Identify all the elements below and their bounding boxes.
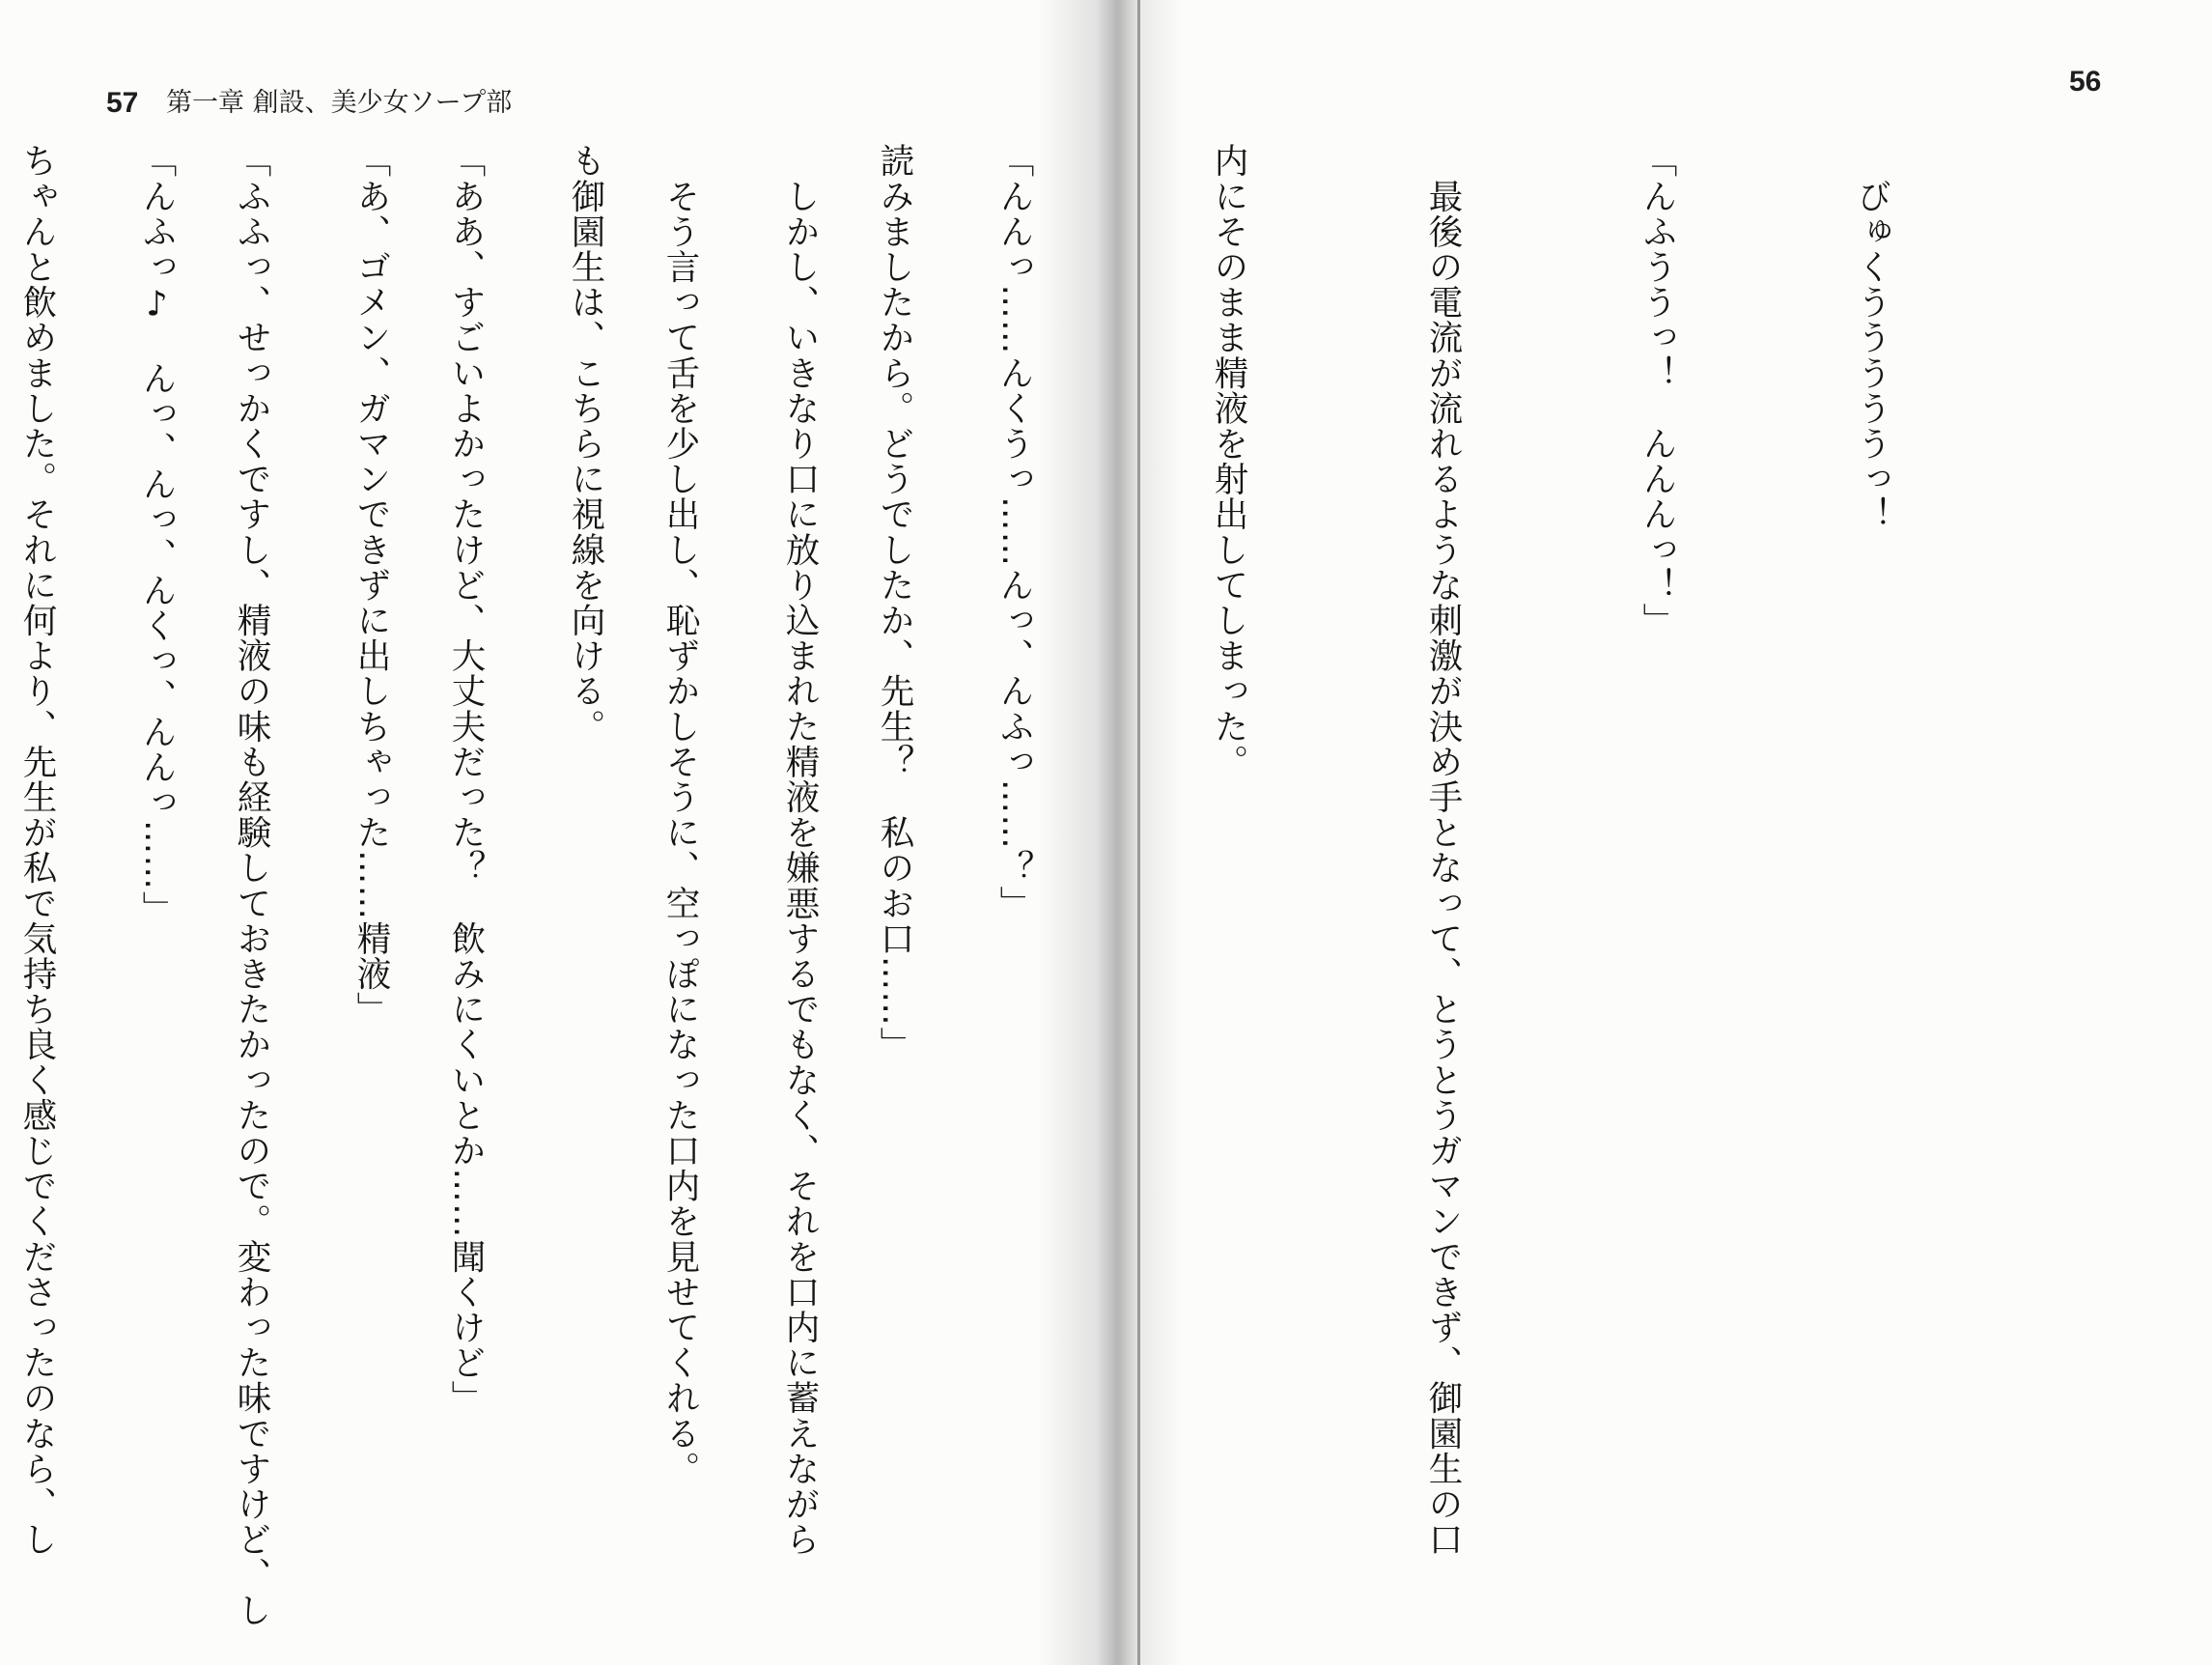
text-line: 「あ、ゴメン、ガマンできずに出しちゃった……精液」: [351, 143, 391, 1027]
left-running-head: 第一章 創設、美少女ソープ部: [166, 88, 513, 118]
left-page-body: [0, 143, 1073, 1630]
text-line: 最後の電流が流れるような刺激が決め手となって、とうとうガマンできず、御園生の口: [1423, 143, 1463, 1557]
left-page-number: 57: [106, 87, 139, 119]
text-line: 内にそのまま精液を射出してしまった。: [1209, 143, 1248, 779]
text-line: そう言って舌を少し出し、恥ずかしそうに、空っぽになった口内を見せてくれる。: [660, 143, 700, 1486]
text-line: も御園生は、こちらに視線を向ける。: [566, 143, 605, 745]
text-line: びゅくうううううっ！: [1852, 143, 1891, 532]
text-line: 読みましたから。どうでしたか、先生？ 私のお口……」: [875, 143, 914, 1062]
text-line: ちゃんと飲めました。それに何より、先生が私で気持ち良く感じでくださったのなら、し: [17, 143, 57, 1557]
text-line: しかし、いきなり口に放り込まれた精液を嫌悪するでもなく、それを口内に蓄えながら: [780, 143, 820, 1557]
text-line: 「んふっ♪ んっ、んっ、んくっ、んんっ……」: [137, 143, 177, 926]
text-line: 「んふううっ！ んんんっ！」: [1638, 143, 1677, 638]
right-page-number: 56: [2069, 66, 2102, 98]
text-line: 「ふふっ、せっかくですし、精液の味も経験しておきたかったので。変わった味ですけど、し: [232, 143, 271, 1628]
text-line: 「んんっ……んくうっ……んっ、んふっ……？」: [994, 143, 1034, 921]
text-line: 「ああ、すごいよかったけど、大丈夫だった？ 飲みにくいとか……聞くけど」: [446, 143, 486, 1416]
